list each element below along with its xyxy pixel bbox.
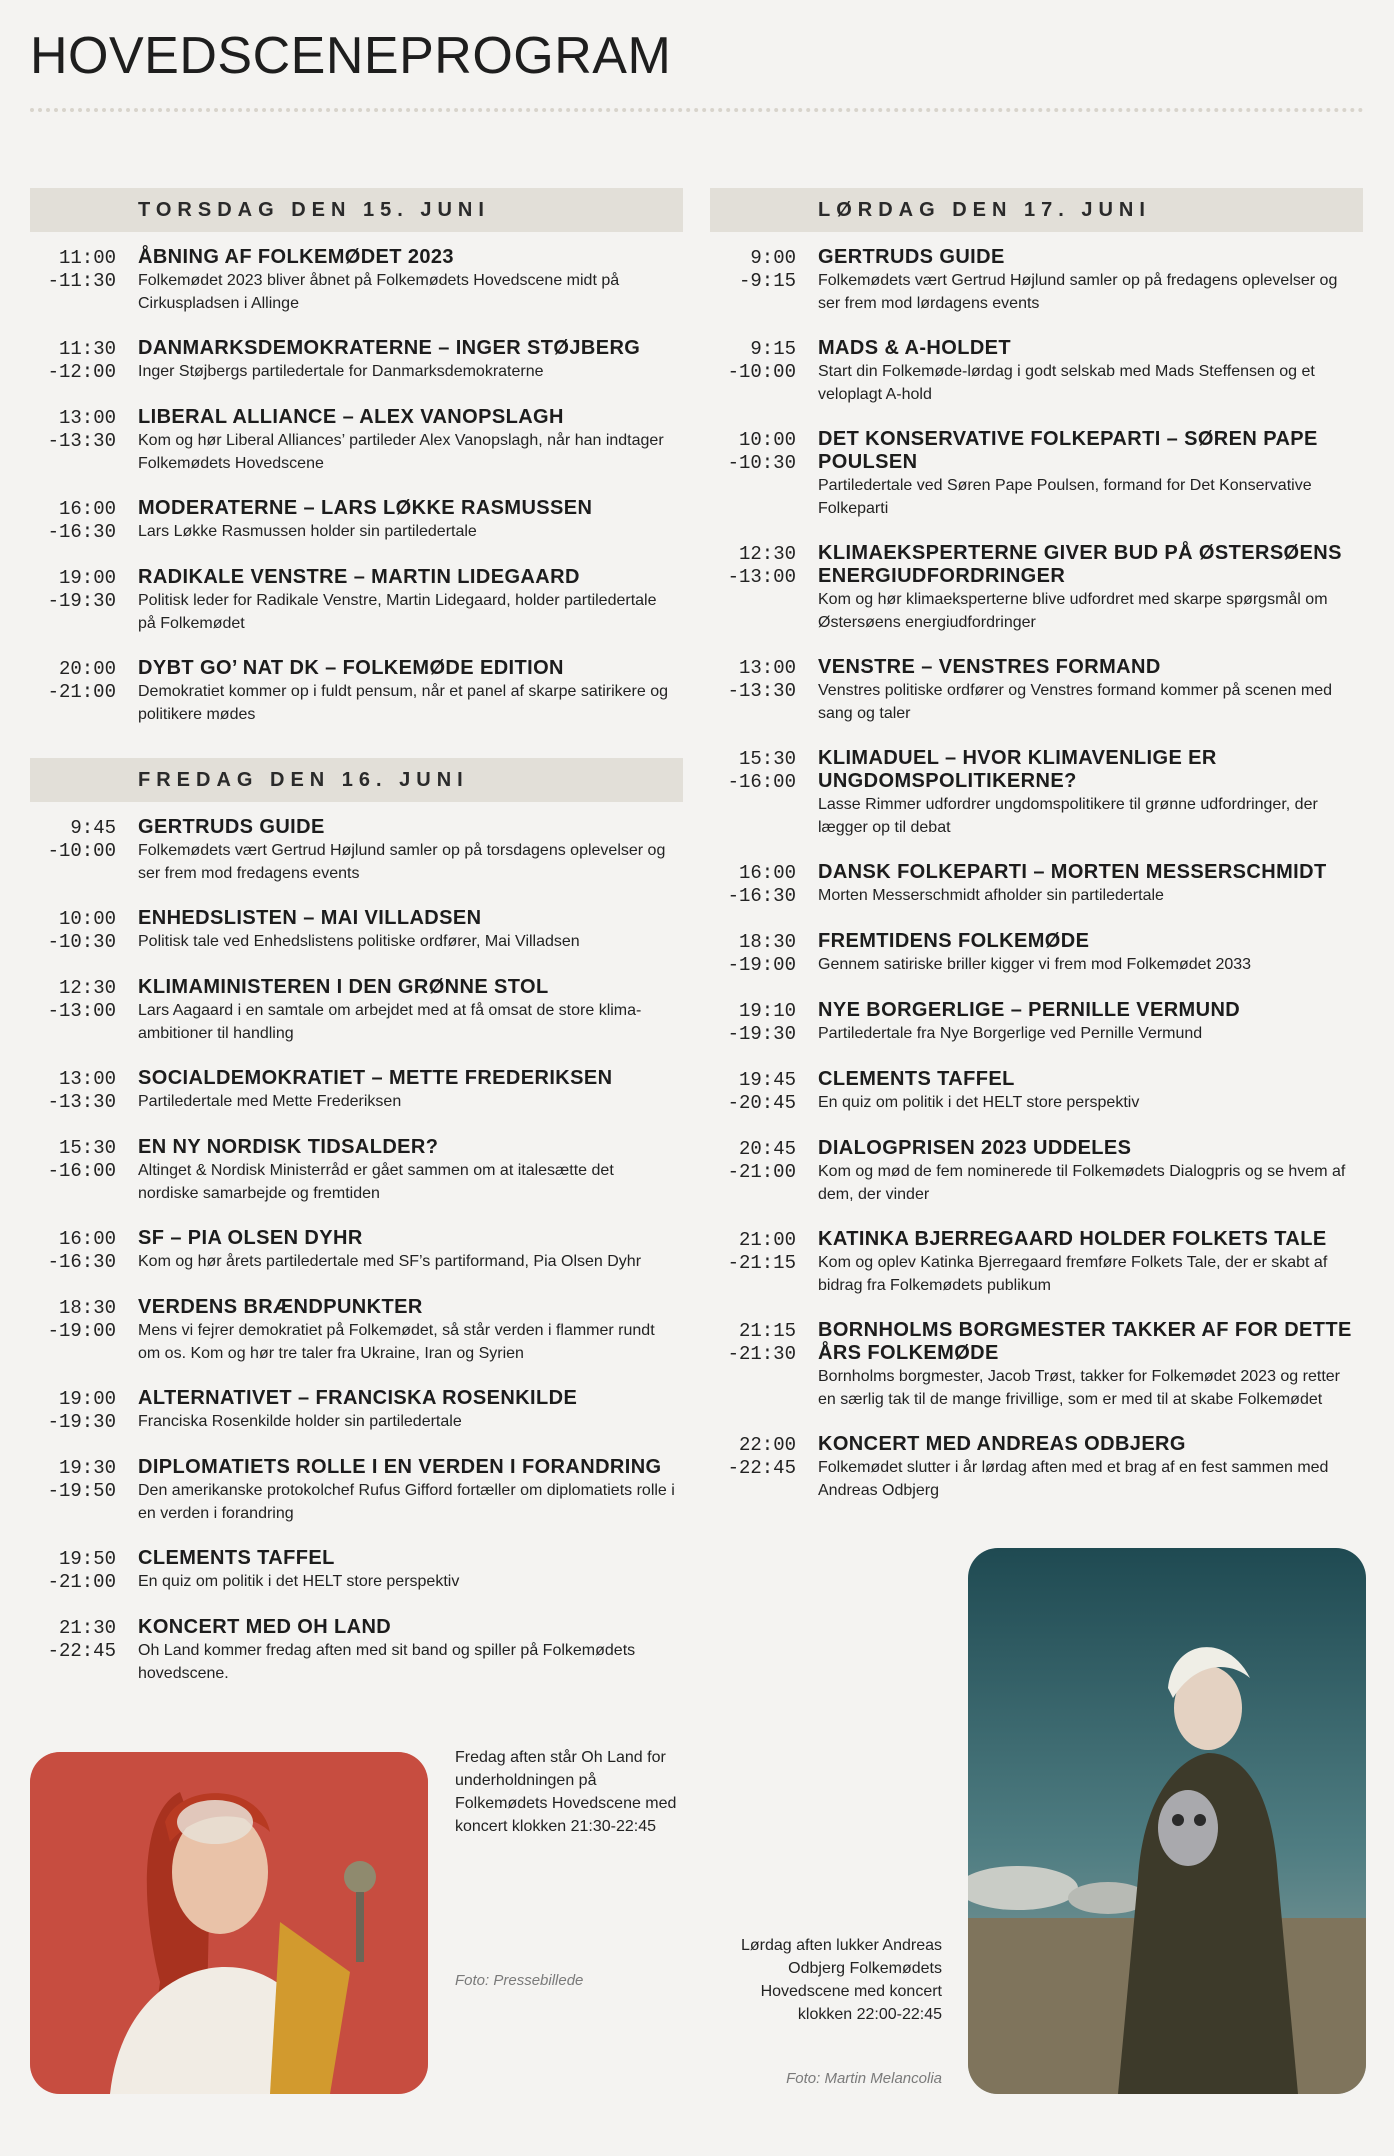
event-title: SF – PIA OLSEN DYHR	[138, 1227, 363, 1249]
start-time: 18:30	[738, 931, 796, 953]
thursday-schedule	[30, 246, 683, 726]
event-description: Kom og hør årets partiledertale med SF’s partiformand, Pia Olsen Dyhr	[138, 1253, 642, 1270]
event-description: Partiledertale med Mette Frederiksen	[138, 1093, 402, 1110]
schedule-item	[30, 816, 683, 885]
time-range	[710, 1319, 796, 1411]
start-time: 13:00	[738, 657, 796, 679]
event-description: Lars Aagaard i en samtale om arbejdet med at få omsat de store klima-ambitioner til handling	[138, 1002, 642, 1042]
time-range	[30, 657, 116, 726]
start-time: 20:00	[58, 658, 116, 680]
event-title: GERTRUDS GUIDE	[138, 816, 325, 838]
event-description: Kom og hør Liberal Alliances’ partileder Alex Vanopslagh, når han indtager Folkemødets Hovedscene	[138, 432, 664, 472]
event-description: Folkemødets vært Gertrud Højlund samler op på fredagens oplevelser og ser frem mod lørdagens events	[818, 272, 1338, 312]
event-description: En quiz om politik i det HELT store perspektiv	[138, 1573, 460, 1590]
end-time: -19:50	[47, 1480, 116, 1502]
end-time: -19:00	[47, 1320, 116, 1342]
saturday-schedule	[710, 246, 1363, 1502]
andreas-odbjerg-credit: Foto: Martin Melancolia	[786, 2070, 942, 2087]
time-range	[30, 1136, 116, 1205]
event-info	[138, 976, 678, 1045]
event-title: VERDENS BRÆNDPUNKTER	[138, 1296, 423, 1318]
schedule-item	[30, 657, 683, 726]
time-range	[710, 747, 796, 839]
start-time: 21:00	[738, 1229, 796, 1251]
event-title: CLEMENTS TAFFEL	[818, 1068, 1015, 1090]
right-column	[710, 188, 1363, 1524]
time-range	[30, 976, 116, 1045]
end-time: -13:00	[47, 1000, 116, 1022]
schedule-item	[30, 1387, 683, 1434]
event-description: Franciska Rosenkilde holder sin partiledertale	[138, 1413, 462, 1430]
event-description: Politisk tale ved Enhedslistens politiske ordfører, Mai Villadsen	[138, 933, 580, 950]
schedule-item	[710, 1433, 1363, 1502]
start-time: 15:30	[738, 748, 796, 770]
end-time: -16:00	[47, 1160, 116, 1182]
schedule-item	[30, 1456, 683, 1525]
event-info	[138, 406, 678, 475]
schedule-item	[710, 747, 1363, 839]
end-time: -20:45	[727, 1092, 796, 1114]
event-info	[818, 656, 1358, 725]
event-description: Kom og oplev Katinka Bjerregaard fremføre Folkets Tale, der er skabt af bidrag fra Folkemødets publikum	[818, 1254, 1328, 1294]
event-info	[138, 907, 678, 954]
end-time: -21:15	[727, 1252, 796, 1274]
event-description: En quiz om politik i det HELT store perspektiv	[818, 1094, 1140, 1111]
time-range	[30, 246, 116, 315]
event-info	[138, 1067, 678, 1114]
friday-schedule	[30, 816, 683, 1685]
schedule-item	[30, 246, 683, 315]
start-time: 19:45	[738, 1069, 796, 1091]
end-time: -10:00	[47, 840, 116, 862]
event-title: ENHEDSLISTEN – MAI VILLADSEN	[138, 907, 482, 929]
end-time: -16:00	[727, 771, 796, 793]
event-title: DYBT GO’ NAT DK – FOLKEMØDE EDITION	[138, 657, 564, 679]
schedule-item	[710, 428, 1363, 520]
event-info	[818, 1228, 1358, 1297]
event-description: Oh Land kommer fredag aften med sit band og spiller på Folkemødets hovedscene.	[138, 1642, 636, 1682]
end-time: -13:30	[47, 1091, 116, 1113]
end-time: -16:30	[47, 521, 116, 543]
end-time: -21:00	[727, 1161, 796, 1183]
time-range	[30, 1227, 116, 1274]
start-time: 12:30	[738, 543, 796, 565]
time-range	[30, 907, 116, 954]
time-range	[30, 1296, 116, 1365]
event-info	[818, 428, 1358, 520]
event-title: KLIMADUEL – HVOR KLIMAVENLIGE ER UNGDOMSPOLITIKERNE?	[818, 747, 1217, 792]
start-time: 13:00	[58, 1068, 116, 1090]
event-description: Politisk leder for Radikale Venstre, Martin Lidegaard, holder partiledertale på Folkemødet	[138, 592, 657, 632]
event-description: Bornholms borgmester, Jacob Trøst, takker for Folkemødet 2023 og retter en særlig tak til de mange frivillige, som er med til at skabe Folkemødet	[818, 1368, 1340, 1408]
event-title: DIPLOMATIETS ROLLE I EN VERDEN I FORANDRING	[138, 1456, 662, 1478]
event-description: Kom og hør klimaeksperterne blive udfordret med skarpe spørgsmål om Østersøens energiudfordringer	[818, 591, 1328, 631]
event-info	[138, 1227, 678, 1274]
time-range	[30, 1387, 116, 1434]
event-info	[818, 1319, 1358, 1411]
event-info	[818, 930, 1358, 977]
schedule-item	[30, 1227, 683, 1274]
event-info	[138, 1296, 678, 1365]
oh-land-credit: Foto: Pressebillede	[455, 1972, 584, 1989]
time-range	[710, 999, 796, 1046]
start-time: 19:50	[58, 1548, 116, 1570]
event-info	[818, 542, 1358, 634]
time-range	[710, 1137, 796, 1206]
start-time: 19:00	[58, 1388, 116, 1410]
event-description: Lars Løkke Rasmussen holder sin partiledertale	[138, 523, 477, 540]
event-description: Start din Folkemøde-lørdag i godt selskab med Mads Steffensen og et veloplagt A-hold	[818, 363, 1315, 403]
event-title: VENSTRE – VENSTRES FORMAND	[818, 656, 1161, 678]
start-time: 19:10	[738, 1000, 796, 1022]
schedule-item	[710, 542, 1363, 634]
schedule-item	[710, 1068, 1363, 1115]
event-title: DIALOGPRISEN 2023 UDDELES	[818, 1137, 1132, 1159]
time-range	[30, 337, 116, 384]
time-range	[710, 1433, 796, 1502]
event-title: NYE BORGERLIGE – PERNILLE VERMUND	[818, 999, 1241, 1021]
schedule-item	[30, 907, 683, 954]
event-title: MADS & A-HOLDET	[818, 337, 1012, 359]
left-column	[30, 188, 683, 1707]
start-time: 13:00	[58, 407, 116, 429]
schedule-item	[710, 999, 1363, 1046]
start-time: 9:15	[750, 338, 796, 360]
event-description: Folkemødets vært Gertrud Højlund samler op på torsdagens oplevelser og ser frem mod fredagens events	[138, 842, 666, 882]
end-time: -19:30	[727, 1023, 796, 1045]
time-range	[710, 656, 796, 725]
time-range	[30, 1067, 116, 1114]
event-info	[138, 1547, 678, 1594]
event-title: MODERATERNE – LARS LØKKE RASMUSSEN	[138, 497, 593, 519]
event-info	[818, 1433, 1358, 1502]
start-time: 16:00	[738, 862, 796, 884]
event-description: Folkemødet slutter i år lørdag aften med et brag af en fest sammen med Andreas Odbjerg	[818, 1459, 1329, 1499]
schedule-item	[30, 976, 683, 1045]
event-title: KONCERT MED OH LAND	[138, 1616, 392, 1638]
time-range	[710, 542, 796, 634]
start-time: 10:00	[738, 429, 796, 451]
start-time: 9:45	[70, 817, 116, 839]
event-title: KATINKA BJERREGAARD HOLDER FOLKETS TALE	[818, 1228, 1327, 1250]
event-info	[818, 1137, 1358, 1206]
event-title: DET KONSERVATIVE FOLKEPARTI – SØREN PAPE POULSEN	[818, 428, 1318, 473]
schedule-item	[30, 566, 683, 635]
event-info	[138, 1387, 678, 1434]
schedule-item	[30, 497, 683, 544]
time-range	[30, 1456, 116, 1525]
event-info	[818, 246, 1358, 315]
event-title: BORNHOLMS BORGMESTER TAKKER AF FOR DETTE ÅRS FOLKEMØDE	[818, 1319, 1352, 1364]
time-range	[710, 930, 796, 977]
end-time: -21:30	[727, 1343, 796, 1365]
event-info	[818, 861, 1358, 908]
start-time: 18:30	[58, 1297, 116, 1319]
schedule-item	[710, 246, 1363, 315]
end-time: -10:00	[727, 361, 796, 383]
event-title: LIBERAL ALLIANCE – ALEX VANOPSLAGH	[138, 406, 564, 428]
time-range	[710, 1068, 796, 1115]
event-title: KLIMAMINISTEREN I DEN GRØNNE STOL	[138, 976, 549, 998]
schedule-item	[30, 1547, 683, 1594]
end-time: -16:30	[47, 1251, 116, 1273]
event-info	[818, 999, 1358, 1046]
end-time: -16:30	[727, 885, 796, 907]
end-time: -21:00	[47, 1571, 116, 1593]
start-time: 12:30	[58, 977, 116, 999]
start-time: 11:00	[58, 247, 116, 269]
event-info	[138, 337, 678, 384]
time-range	[30, 1616, 116, 1685]
day-heading-friday: FREDAG DEN 16. JUNI	[30, 758, 683, 802]
event-title: DANMARKSDEMOKRATERNE – INGER STØJBERG	[138, 337, 641, 359]
day-heading-saturday: LØRDAG DEN 17. JUNI	[710, 188, 1363, 232]
start-time: 21:15	[738, 1320, 796, 1342]
schedule-item	[30, 1136, 683, 1205]
end-time: -13:30	[47, 430, 116, 452]
page-title: HOVEDSCENEPROGRAM	[30, 27, 672, 85]
time-range	[710, 1228, 796, 1297]
event-info	[138, 497, 678, 544]
event-description: Den amerikanske protokolchef Rufus Gifford fortæller om diplomatiets rolle i en verden i forandring	[138, 1482, 675, 1522]
start-time: 10:00	[58, 908, 116, 930]
event-info	[818, 747, 1358, 839]
end-time: -13:30	[727, 680, 796, 702]
end-time: -12:00	[47, 361, 116, 383]
event-description: Inger Støjbergs partiledertale for Danmarksdemokraterne	[138, 363, 544, 380]
end-time: -22:45	[727, 1457, 796, 1479]
time-range	[30, 566, 116, 635]
end-time: -13:00	[727, 566, 796, 588]
schedule-item	[710, 861, 1363, 908]
schedule-item	[710, 930, 1363, 977]
time-range	[30, 406, 116, 475]
start-time: 19:30	[58, 1457, 116, 1479]
event-title: FREMTIDENS FOLKEMØDE	[818, 930, 1090, 952]
event-description: Venstres politiske ordfører og Venstres formand kommer på scenen med sang og taler	[818, 682, 1333, 722]
event-title: SOCIALDEMOKRATIET – METTE FREDERIKSEN	[138, 1067, 613, 1089]
event-description: Folkemødet 2023 bliver åbnet på Folkemødets Hovedscene midt på Cirkuspladsen i Allinge	[138, 272, 620, 312]
time-range	[710, 337, 796, 406]
event-description: Partiledertale fra Nye Borgerlige ved Pernille Vermund	[818, 1025, 1203, 1042]
time-range	[30, 1547, 116, 1594]
schedule-item	[710, 1319, 1363, 1411]
start-time: 15:30	[58, 1137, 116, 1159]
start-time: 9:00	[750, 247, 796, 269]
start-time: 19:00	[58, 567, 116, 589]
end-time: -19:30	[47, 590, 116, 612]
andreas-odbjerg-photo	[968, 1548, 1366, 2094]
schedule-item	[710, 656, 1363, 725]
start-time: 11:30	[58, 338, 116, 360]
dotted-divider	[30, 108, 1364, 112]
event-info	[138, 816, 678, 885]
event-title: KONCERT MED ANDREAS ODBJERG	[818, 1433, 1186, 1455]
oh-land-photo	[30, 1752, 428, 2094]
oh-land-caption: Fredag aften står Oh Land for underholdningen på Folkemødets Hovedscene med koncert klokken 21:30-22:45	[455, 1749, 677, 1835]
event-title: DANSK FOLKEPARTI – MORTEN MESSERSCHMIDT	[818, 861, 1327, 883]
schedule-item	[30, 1067, 683, 1114]
end-time: -22:45	[47, 1640, 116, 1662]
event-title: CLEMENTS TAFFEL	[138, 1547, 335, 1569]
event-title: EN NY NORDISK TIDSALDER?	[138, 1136, 439, 1158]
event-description: Lasse Rimmer udfordrer ungdomspolitikere til grønne udfordringer, der lægger op til debat	[818, 796, 1318, 836]
schedule-item	[710, 1137, 1363, 1206]
event-description: Morten Messerschmidt afholder sin partiledertale	[818, 887, 1164, 904]
time-range	[710, 861, 796, 908]
event-title: GERTRUDS GUIDE	[818, 246, 1005, 268]
event-description: Gennem satiriske briller kigger vi frem mod Folkemødet 2033	[818, 956, 1252, 973]
oh-land-image	[30, 1752, 428, 2094]
schedule-item	[30, 1616, 683, 1685]
schedule-item	[30, 1296, 683, 1365]
end-time: -19:00	[727, 954, 796, 976]
start-time: 20:45	[738, 1138, 796, 1160]
end-time: -19:30	[47, 1411, 116, 1433]
start-time: 16:00	[58, 498, 116, 520]
end-time: -9:15	[738, 270, 796, 292]
event-info	[138, 1136, 678, 1205]
end-time: -21:00	[47, 681, 116, 703]
event-title: RADIKALE VENSTRE – MARTIN LIDEGAARD	[138, 566, 580, 588]
event-info	[138, 1616, 678, 1685]
event-description: Altinget & Nordisk Ministerråd er gået sammen om at italesætte det nordiske samarbejde og fremtiden	[138, 1162, 614, 1202]
event-title: ALTERNATIVET – FRANCISKA ROSENKILDE	[138, 1387, 578, 1409]
start-time: 21:30	[58, 1617, 116, 1639]
event-description: Mens vi fejrer demokratiet på Folkemødet, så står verden i flammer rundt om os. Kom og hør tre taler fra Ukraine, Iran og Syrien	[138, 1322, 655, 1362]
schedule-item	[710, 337, 1363, 406]
start-time: 16:00	[58, 1228, 116, 1250]
schedule-item	[710, 1228, 1363, 1297]
start-time: 22:00	[738, 1434, 796, 1456]
schedule-item	[30, 406, 683, 475]
event-info	[818, 1068, 1358, 1115]
time-range	[30, 816, 116, 885]
event-info	[138, 1456, 678, 1525]
event-title: ÅBNING AF FOLKEMØDET 2023	[138, 246, 454, 268]
schedule-item	[30, 337, 683, 384]
event-description: Kom og mød de fem nominerede til Folkemødets Dialogpris og se hvem af dem, der vinder	[818, 1163, 1346, 1203]
event-info	[138, 657, 678, 726]
time-range	[710, 428, 796, 520]
event-description: Partiledertale ved Søren Pape Poulsen, formand for Det Konservative Folkeparti	[818, 477, 1312, 517]
day-heading-thursday: TORSDAG DEN 15. JUNI	[30, 188, 683, 232]
andreas-odbjerg-caption: Lørdag aften lukker Andreas Odbjerg Folkemødets Hovedscene med koncert klokken 22:00-22:45	[740, 1937, 942, 2023]
end-time: -10:30	[47, 931, 116, 953]
end-time: -11:30	[47, 270, 116, 292]
time-range	[710, 246, 796, 315]
event-description: Demokratiet kommer op i fuldt pensum, når et panel af skarpe satirikere og politikere mødes	[138, 683, 669, 723]
event-title: KLIMAEKSPERTERNE GIVER BUD PÅ ØSTERSØENS ENERGIUDFORDRINGER	[818, 542, 1342, 587]
event-info	[818, 337, 1358, 406]
time-range	[30, 497, 116, 544]
event-info	[138, 246, 678, 315]
event-info	[138, 566, 678, 635]
end-time: -10:30	[727, 452, 796, 474]
andreas-odbjerg-image	[968, 1548, 1366, 2094]
